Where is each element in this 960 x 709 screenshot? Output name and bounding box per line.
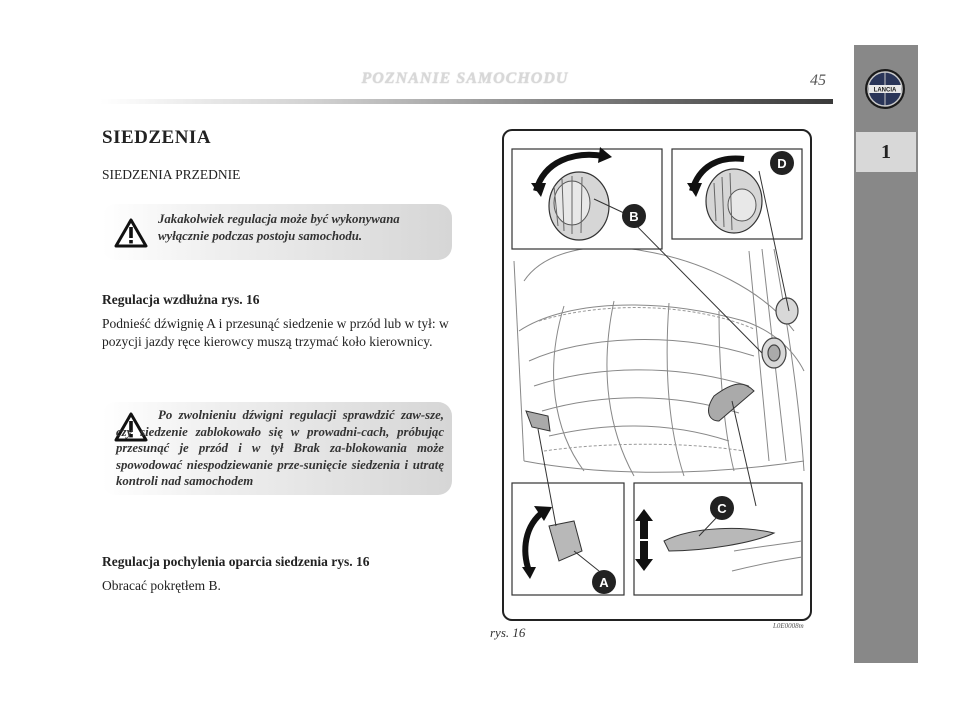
adjustment-text: Obracać pokrętłem B. [102,578,221,593]
adjustment-heading: Regulacja pochylenia oparcia siedzenia rys. 16 [102,554,370,569]
svg-text:D: D [777,156,787,171]
callout-c [710,496,734,520]
header-rule [100,99,833,104]
warning-text: Jakakolwiek regulacja może być wykonywana wyłącznie podczas postoju samochodu. [158,212,400,243]
adjustment-heading: Regulacja wzdłużna rys. 16 [102,292,260,307]
chapter-number: 1 [881,140,891,163]
warning-triangle-icon [114,218,148,248]
adjustment-text: Podnieść dźwignię A i przesunąć siedzenie w przód lub w tył: w pozycji jazdy ręce kierowcy muszą trzymać koło kierownicy. [102,316,449,349]
warning-text: Po zwolnieniu dźwigni regulacji sprawdzić zaw-sze, czy siedzenie zablokowało się w prowadni-cach, próbując przesunąć je przód i w tył Brak za-blokowania może spowodować niespodziewanie prze-sunięcie siedzenia i utratę kontroli nad samochodem [116,408,444,488]
lancia-logo-icon [864,68,906,110]
seat-adjustment-figure [502,129,812,621]
subsection-title: SIEDZENIA PRZEDNIE [102,167,241,182]
page-number: 45 [810,72,826,89]
figure-caption: rys. 16 [490,625,526,640]
page-header-title: POZNANIE SAMOCHODU [361,70,569,87]
seat-illustration [504,131,810,619]
svg-text:A: A [599,575,609,590]
logo-text: LANCIA [873,87,897,94]
callout-d [770,151,794,175]
warning-box [102,204,452,260]
figure-code: L0E0008m [773,622,804,630]
section-title: SIEDZENIA [102,127,212,148]
svg-text:C: C [717,501,727,516]
warning-box [102,402,452,495]
chapter-tab[interactable] [856,132,916,172]
callout-b [622,204,646,228]
callout-a [592,570,616,594]
svg-text:B: B [629,209,639,224]
